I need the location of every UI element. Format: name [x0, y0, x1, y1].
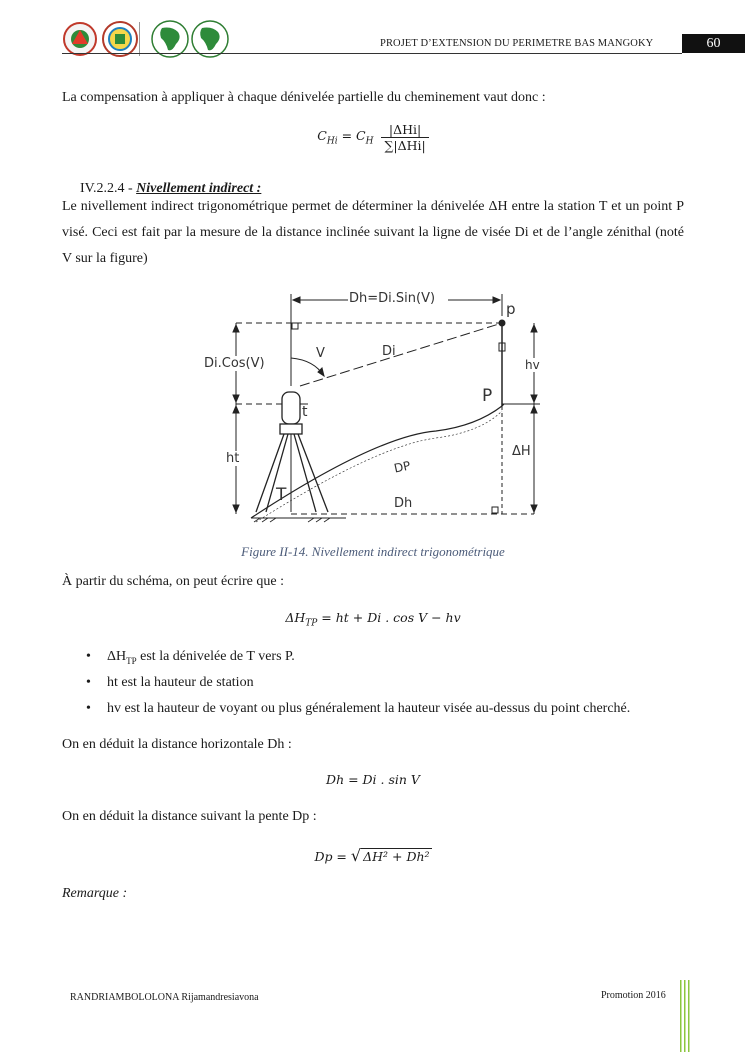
fig-label-dh-bottom: Dh: [394, 496, 413, 511]
eq2-lhs-sub: TP: [305, 618, 318, 629]
list-item: [62, 670, 702, 696]
fig-label-delta-h: ΔH: [512, 444, 531, 459]
eq1-numerator: |ΔHi|: [381, 122, 428, 138]
footer-green-bars: [680, 980, 692, 1052]
bullet-0-post: est la dénivelée de T vers P.: [136, 649, 295, 664]
eq1-lhs: C: [317, 128, 327, 144]
footer-author: RANDRIAMBOLOLONA Rijamandresiavona: [70, 992, 259, 1003]
paragraph-indirect: Le nivellement indirect trigonométrique permet de déterminer la dénivelée ΔH entre la station T et un point P visé. Ceci est fait par la mesure de la distance inclinée suivant la ligne de visée Di et de l’angle zénithal (noté V sur la figure): [62, 199, 684, 266]
equation-compensation: [62, 122, 684, 153]
logo-africa-2-icon: [192, 21, 228, 57]
header-rule: [62, 53, 682, 54]
eq1-coef: C: [356, 128, 366, 144]
equation-dh: Dh = Di . sin V: [326, 772, 420, 787]
bullet-0-sub: TP: [126, 655, 137, 666]
bullet-0-pre: ΔH: [107, 649, 127, 664]
fig-label-dp: DP: [392, 458, 412, 476]
eq4-lhs: Dp =: [314, 849, 351, 864]
eq2-lhs: ΔH: [285, 610, 306, 625]
fig-label-p-big: P: [482, 386, 493, 406]
equation-delta-h: [62, 610, 684, 629]
eq1-denominator: ∑|ΔHi|: [384, 138, 426, 153]
fig-label-v: V: [316, 346, 325, 361]
paragraph-dp: On en déduit la distance suivant la pente Dp :: [62, 809, 317, 824]
fig-label-dh-top: Dh=Di.Sin(V): [349, 291, 436, 306]
fig-label-di: Di: [382, 344, 396, 359]
eq1-equals: =: [337, 128, 357, 144]
logo-ministry-icon: [64, 23, 96, 55]
fig-label-p-small: p: [506, 300, 516, 318]
bullet-list: [62, 644, 702, 722]
paragraph-dh: On en déduit la distance horizontale Dh :: [62, 737, 292, 752]
fig-label-ht: ht: [226, 451, 240, 466]
intro-paragraph: La compensation à appliquer à chaque dénivelée partielle du cheminement vaut donc :: [62, 90, 546, 105]
figure-nivellement: [196, 286, 556, 536]
eq2-rhs: = ht + Di . cos V − hv: [317, 610, 461, 625]
fig-label-hv: hv: [525, 358, 540, 372]
logo-africa-icon: [152, 21, 188, 57]
list-item: [62, 644, 702, 670]
fig-label-dicos: Di.Cos(V): [204, 356, 265, 371]
remark-label: Remarque :: [62, 886, 128, 901]
page-number: 60: [682, 34, 745, 53]
bullet-1-text: ht est la hauteur de station: [107, 675, 254, 690]
footer-promotion: Promotion 2016: [601, 990, 666, 1001]
bullet-2-text: hv est la hauteur de voyant ou plus généralement la hauteur visée au-dessus du point cherché.: [107, 701, 631, 716]
eq4-radicand: ΔH² + Dh²: [363, 849, 430, 864]
fig-label-t-small: t: [302, 404, 308, 420]
equation-dp: Dp = √ ΔH² + Dh²: [314, 846, 430, 865]
figure-caption: Figure II-14. Nivellement indirect trigonométrique: [241, 544, 505, 559]
paragraph-schema: À partir du schéma, on peut écrire que :: [62, 574, 284, 589]
eq1-lhs-sub: Hi: [326, 136, 338, 147]
section-title: Nivellement indirect :: [136, 181, 262, 196]
list-item: [62, 696, 702, 722]
eq1-coef-sub: H: [365, 136, 374, 147]
header-title: PROJET D’EXTENSION DU PERIMETRE BAS MANGOKY: [380, 38, 654, 49]
logo-project-icon: [103, 22, 137, 56]
section-number: IV.2.2.4 -: [80, 181, 137, 196]
fig-label-t-big: T: [276, 485, 287, 505]
